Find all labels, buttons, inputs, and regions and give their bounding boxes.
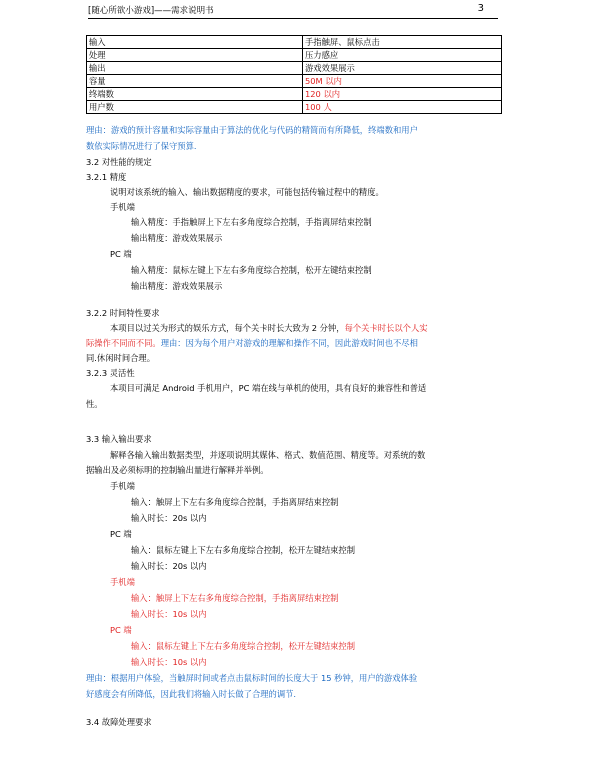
text-line [86,171,126,183]
text-line [131,496,338,508]
text-line [86,464,269,476]
table-cell-label: 处理 [87,49,303,62]
text-line [86,156,152,168]
table-row [87,88,502,101]
text-line [110,624,132,636]
text-line [110,449,425,461]
text-segment: 输入时长：20s 以内 [131,561,207,571]
text-line [86,352,155,364]
text-segment: 输入：触屏上下左右多角度综合控制，手指离屏结束控制 [131,593,339,603]
page-header [88,4,498,19]
text-segment: 输入时长：10s 以内 [131,609,207,619]
text-line [86,140,197,152]
text-segment: 输入精度：手指触屏上下左右多角度综合控制，手指离屏结束控制 [131,217,372,227]
text-segment: 输入：鼠标左键上下左右多角度综合控制，松开左键结束控制 [131,641,356,651]
text-segment: 理由：根据用户体验，当触屏时间或者点击鼠标时间的长度大于 15 秒钟，用户的游戏体验 [86,673,418,683]
text-line [86,398,103,410]
table-row [87,36,502,49]
text-line [131,608,207,620]
text-line [131,264,372,276]
text-segment: 手机端 [110,481,135,491]
text-segment: 输入精度：鼠标左键上下左右多角度综合控制，松开左键结束控制 [131,265,372,275]
table-cell-label: 输入 [87,36,303,49]
text-segment: 输入：鼠标左键上下左右多角度综合控制，松开左键结束控制 [131,545,356,555]
text-line [131,512,207,524]
text-line [131,216,372,228]
text-segment: 据输出及必须标明的控制输出量进行解释并举例。 [86,465,269,475]
text-segment: 3.2.2 时间特性要求 [86,308,160,318]
text-segment: 性。 [86,399,103,409]
text-segment: 输入：触屏上下左右多角度综合控制，手指离屏结束控制 [131,497,339,507]
text-line [110,201,135,213]
table-cell-value: 压力感应 [303,49,502,62]
table-cell-value: 手指触屏、鼠标点击 [303,36,502,49]
table-cell-label: 终端数 [87,88,303,101]
text-line [110,382,426,394]
text-segment: 3.2.3 灵活性 [86,368,135,378]
text-segment: 3.2 对性能的规定 [86,157,152,167]
table-row [87,101,502,114]
text-segment-highlight: 理由：因为每个用户对游戏的理解和操作不同，因此游戏时间也不尽相 [160,338,418,348]
text-line [110,322,428,334]
text-segment: 本项目可满足 Android 手机用户，PC 端在线与单机的使用，具有良好的兼容性和普适 [110,383,427,393]
text-line [131,544,355,556]
text-segment: 3.3 输入输出要求 [86,434,152,444]
table-cell-value: 游戏效果展示 [303,62,502,75]
text-segment: 同.休闲时间合理。 [86,353,156,363]
text-segment: 输入时长：20s 以内 [131,513,207,523]
text-segment: 说明对该系统的输入、输出数据精度的要求，可能包括传输过程中的精度。 [110,187,384,197]
text-line [131,656,207,668]
text-line [110,576,135,588]
text-segment-highlight: 每个关卡时长以个人实 [344,323,428,333]
text-line [86,124,418,136]
text-segment: PC 端 [110,625,132,635]
text-segment: PC 端 [110,529,132,539]
text-segment: 3.4 故障处理要求 [86,717,152,727]
text-segment: 好感度会有所降低，因此我们将输入时长做了合理的调节. [86,689,297,699]
table-cell-label: 用户数 [87,101,303,114]
text-line [110,480,135,492]
text-segment: 数依实际情况进行了保守预算. [86,141,197,151]
text-segment: 手机端 [110,577,135,587]
table-cell-label: 容量 [87,75,303,88]
text-line [86,688,296,700]
text-segment: 际操作不同而不同。 [86,338,161,348]
table-row [87,75,502,88]
table-cell-value: 50M 以内 [303,75,502,88]
text-line [110,528,132,540]
table-cell-value: 120 以内 [303,88,502,101]
table-row [87,62,502,75]
text-line [86,716,152,728]
text-line [86,672,417,684]
text-line [110,186,384,198]
text-segment: 解释各输入输出数据类型，并逐项说明其媒体、格式、数值范围、精度等。对系统的数 [110,450,426,460]
table-cell-label: 输出 [87,62,303,75]
text-segment: 本项目以过关为形式的娱乐方式，每个关卡时长大致为 2 分钟， [110,323,345,333]
text-segment: 输出精度：游戏效果展示 [131,233,223,243]
text-line [131,280,222,292]
table-cell-value: 100 人 [303,101,502,114]
text-segment: PC 端 [110,249,132,259]
text-line [86,367,135,379]
text-line [131,560,207,572]
text-line [86,307,160,319]
page-number: 3 [477,3,484,14]
text-segment: 输入时长：10s 以内 [131,657,207,667]
text-line [131,592,338,604]
text-line [131,232,222,244]
text-line [110,248,132,260]
text-line [131,640,355,652]
text-line [86,337,418,349]
text-segment: 手机端 [110,202,135,212]
capacity-table [86,35,502,114]
text-segment: 输出精度：游戏效果展示 [131,281,223,291]
text-line [86,433,152,445]
text-segment: 理由：游戏的预计容量和实际容量由于算法的优化与代码的精简而有所降低，终端数和用户 [86,125,418,135]
text-segment: 3.2.1 精度 [86,172,127,182]
table-row [87,49,502,62]
header-title: [随心所欲小游戏]——需求说明书 [88,6,214,16]
